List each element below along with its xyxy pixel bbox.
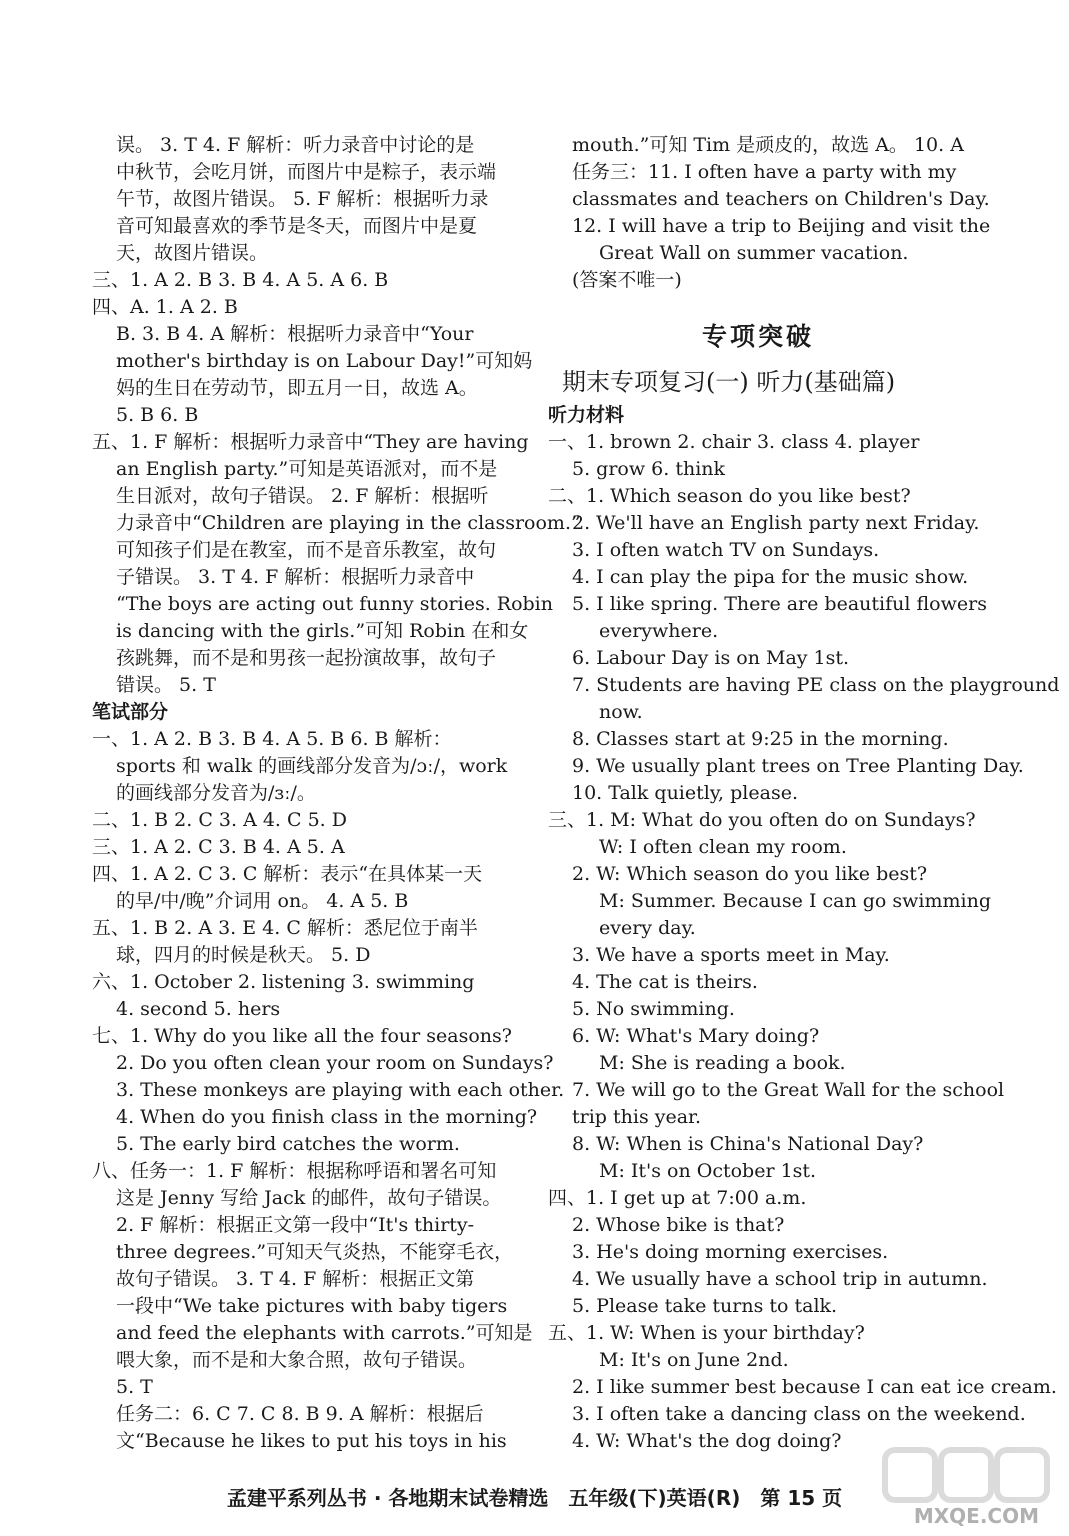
material-line: 5. I like spring. There are beautiful flowers: [572, 593, 987, 615]
material-line: 2. We'll have an English party next Friday.: [572, 512, 980, 534]
answer-line: 的早/中/晚”介词用 on。 4. A 5. B: [116, 890, 409, 912]
page-footer: 孟建平系列丛书 · 各地期末试卷精选 五年级(下)英语(R) 第 15 页: [226, 1486, 843, 1510]
answer-line: 五、1. F 解析：根据听力录音中“They are having: [92, 431, 529, 453]
left-column: [92, 132, 581, 1455]
material-line: now.: [599, 701, 643, 723]
answer-line: (答案不唯一): [572, 269, 682, 291]
answer-line: 2. F 解析：根据正文第一段中“It's thirty-: [116, 1214, 475, 1236]
answer-line: Great Wall on summer vacation.: [599, 242, 909, 264]
subsection-title: 期末专项复习(一) 听力(基础篇): [562, 368, 896, 396]
material-line: 2. W: Which season do you like best?: [572, 863, 928, 885]
answer-line: 误。 3. T 4. F 解析：听力录音中讨论的是: [116, 134, 475, 156]
answer-line: classmates and teachers on Children's Day.: [572, 188, 990, 210]
answer-continuation: [548, 132, 991, 294]
watermark-text: MXQE.COM: [913, 1504, 1039, 1528]
material-line: 五、1. W: When is your birthday?: [548, 1322, 865, 1344]
material-line: 二、1. Which season do you like best?: [548, 485, 911, 507]
material-line: 4. I can play the pipa for the music show.: [572, 566, 969, 588]
answer-line: 三、1. A 2. C 3. B 4. A 5. A: [92, 836, 345, 858]
material-line: 2. Whose bike is that?: [572, 1214, 785, 1236]
material-line: 2. I like summer best because I can eat ice cream.: [572, 1376, 1057, 1398]
material-line: everywhere.: [599, 620, 719, 642]
answer-line: an English party.”可知是英语派对，而不是: [116, 458, 498, 480]
material-line: 8. Classes start at 9:25 in the morning.: [572, 728, 949, 750]
answer-line: 二、1. B 2. C 3. A 4. C 5. D: [92, 809, 347, 831]
answer-line: 文“Because he likes to put his toys in his: [116, 1430, 507, 1452]
material-line: every day.: [599, 917, 696, 939]
answer-line: 力录音中“Children are playing in the classroom.”: [116, 512, 581, 534]
material-line: M: It's on October 1st.: [599, 1160, 817, 1182]
answer-line: 四、A. 1. A 2. B: [92, 296, 238, 318]
answer-line: 笔试部分: [92, 701, 169, 723]
material-line: 4. We usually have a school trip in autumn.: [572, 1268, 988, 1290]
answer-line: 球，四月的时候是秋天。 5. D: [116, 944, 371, 966]
material-line: 8. W: When is China's National Day?: [572, 1133, 924, 1155]
answer-line: 5. The early bird catches the worm.: [116, 1133, 460, 1155]
answer-line: 故句子错误。 3. T 4. F 解析：根据正文第: [116, 1268, 475, 1290]
answer-line: 七、1. Why do you like all the four seasons?: [92, 1025, 512, 1047]
material-line: 5. No swimming.: [572, 998, 735, 1020]
right-column: [548, 132, 1060, 1455]
material-line: M: It's on June 2nd.: [599, 1349, 789, 1371]
material-line: 听力材料: [548, 404, 625, 426]
answer-line: 妈的生日在劳动节，即五月一日，故选 A。: [116, 377, 478, 399]
material-line: 5. Please take turns to talk.: [572, 1295, 838, 1317]
material-line: 6. Labour Day is on May 1st.: [572, 647, 850, 669]
material-line: 9. We usually plant trees on Tree Planting Day.: [572, 755, 1024, 777]
answer-line: sports 和 walk 的画线部分发音为/ɔː/，work: [116, 755, 508, 777]
answer-line: mother's birthday is on Labour Day!”可知妈: [116, 350, 533, 372]
answer-line: 六、1. October 2. listening 3. swimming: [92, 971, 475, 993]
section-title: 专项突破: [701, 322, 814, 351]
answer-line: 这是 Jenny 写给 Jack 的邮件，故句子错误。: [116, 1187, 502, 1209]
answer-line: 4. second 5. hers: [116, 998, 281, 1020]
material-line: 四、1. I get up at 7:00 a.m.: [548, 1187, 807, 1209]
answer-line: “The boys are acting out funny stories. Robin: [116, 593, 553, 615]
answer-line: 3. These monkeys are playing with each other.: [116, 1079, 565, 1101]
answer-line: mouth.”可知 Tim 是顽皮的，故选 A。 10. A: [572, 134, 964, 156]
material-line: 一、1. brown 2. chair 3. class 4. player: [548, 431, 920, 453]
material-line: 4. The cat is theirs.: [572, 971, 758, 993]
answer-line: 三、1. A 2. B 3. B 4. A 5. A 6. B: [92, 269, 389, 291]
material-line: 3. I often take a dancing class on the weekend.: [572, 1403, 1026, 1425]
answer-line: 孩跳舞，而不是和男孩一起扮演故事，故句子: [116, 647, 497, 669]
answer-line: 12. I will have a trip to Beijing and visit the: [572, 215, 991, 237]
material-line: 3. We have a sports meet in May.: [572, 944, 890, 966]
material-line: M: Summer. Because I can go swimming: [599, 890, 991, 912]
material-line: 三、1. M: What do you often do on Sundays?: [548, 809, 976, 831]
answer-line: B. 3. B 4. A 解析：根据听力录音中“Your: [116, 323, 474, 345]
answer-line: 五、1. B 2. A 3. E 4. C 解析：悉尼位于南半: [92, 917, 478, 939]
answer-line: 任务三：11. I often have a party with my: [572, 161, 957, 183]
material-line: 7. We will go to the Great Wall for the school: [572, 1079, 1005, 1101]
answer-line: 八、任务一：1. F 解析：根据称呼语和署名可知: [92, 1160, 497, 1182]
material-line: 5. grow 6. think: [572, 458, 726, 480]
answer-line: is dancing with the girls.”可知 Robin 在和女: [116, 620, 529, 642]
listening-materials: [548, 402, 1060, 1455]
answer-line: 喂大象，而不是和大象合照，故句子错误。: [116, 1349, 478, 1371]
answer-line: 中秋节，会吃月饼，而图片中是粽子，表示端: [116, 161, 497, 183]
material-line: 6. W: What's Mary doing?: [572, 1025, 820, 1047]
answer-line: 一段中“We take pictures with baby tigers: [116, 1295, 508, 1317]
answer-line: and feed the elephants with carrots.”可知是: [116, 1322, 533, 1344]
material-line: 3. He's doing morning exercises.: [572, 1241, 889, 1263]
material-line: trip this year.: [572, 1106, 702, 1128]
material-line: 7. Students are having PE class on the playground: [572, 674, 1060, 696]
answer-line: 天，故图片错误。: [116, 242, 269, 264]
material-line: 4. W: What's the dog doing?: [572, 1430, 842, 1452]
answer-line: 4. When do you finish class in the morning?: [116, 1106, 538, 1128]
answer-line: three degrees.”可知天气炎热，不能穿毛衣，: [116, 1241, 514, 1263]
answer-line: 任务二：6. C 7. C 8. B 9. A 解析：根据后: [116, 1403, 484, 1425]
material-line: M: She is reading a book.: [599, 1052, 846, 1074]
material-line: W: I often clean my room.: [599, 836, 847, 858]
answer-line: 可知孩子们是在教室，而不是音乐教室，故句: [116, 539, 497, 561]
answer-line: 一、1. A 2. B 3. B 4. A 5. B 6. B 解析：: [92, 728, 452, 750]
answer-line: 四、1. A 2. C 3. C 解析：表示“在具体某一天: [92, 863, 483, 885]
answer-line: 生日派对，故句子错误。 2. F 解析：根据听: [116, 485, 489, 507]
answer-line: 音可知最喜欢的季节是冬天，而图片中是夏: [116, 215, 478, 237]
answer-line: 午节，故图片错误。 5. F 解析：根据听力录: [116, 188, 489, 210]
answer-line: 的画线部分发音为/ɜː/。: [116, 782, 316, 804]
material-line: 10. Talk quietly, please.: [572, 782, 798, 804]
answer-line: 错误。 5. T: [116, 674, 216, 696]
answer-line: 子错误。 3. T 4. F 解析：根据听力录音中: [116, 566, 475, 588]
answer-line: 5. T: [116, 1376, 153, 1398]
answer-line: 2. Do you often clean your room on Sundays?: [116, 1052, 554, 1074]
material-line: 3. I often watch TV on Sundays.: [572, 539, 880, 561]
answer-line: 5. B 6. B: [116, 404, 199, 426]
